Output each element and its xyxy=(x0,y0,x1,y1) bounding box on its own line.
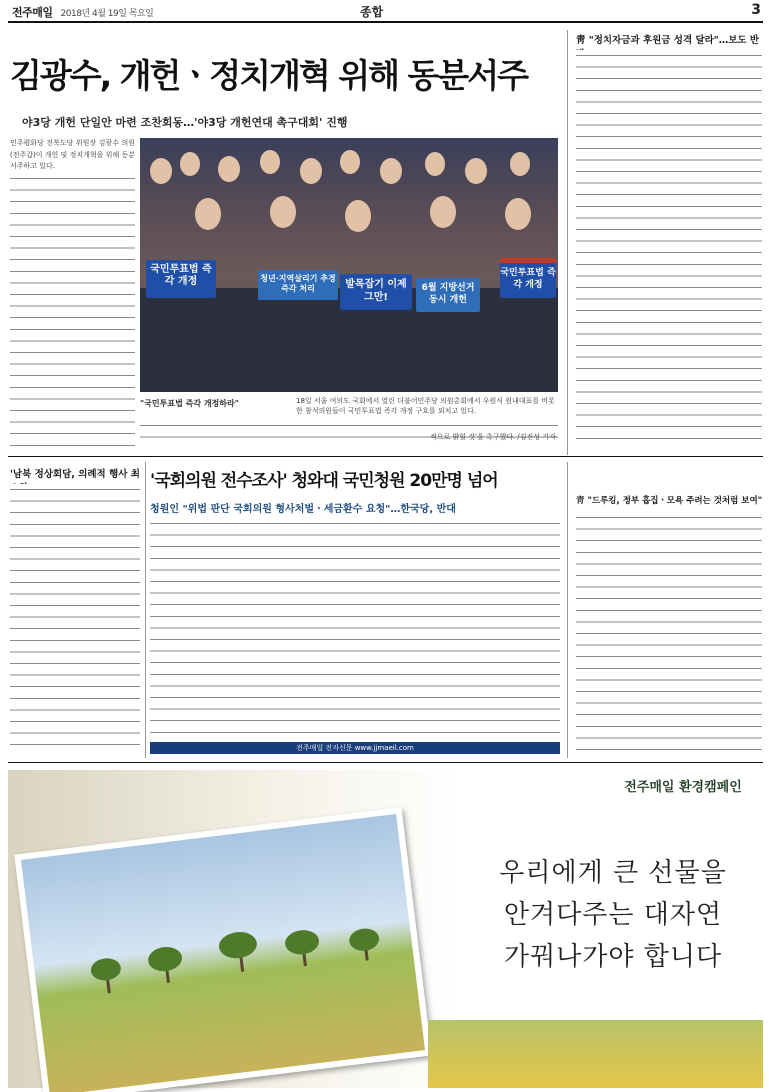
page-number: 3 xyxy=(751,2,761,18)
sign-center-left: 청년·지역살리기 추경 즉각 처리 xyxy=(258,270,338,300)
ad-line-2: 안겨다주는 대자연 xyxy=(503,900,723,930)
section-title: 종합 xyxy=(360,5,384,19)
main-story-lead: 민주평화당 전북도당 위원장 김광수 의원(전주갑)이 개헌 및 정치개혁을 위해 동분서주하고 있다. xyxy=(10,139,135,171)
column-divider-left xyxy=(145,462,146,758)
main-subhead: 야3당 개헌 단일안 마련 조찬회동…'야3당 개헌연대 촉구대회' 진행 xyxy=(22,116,348,129)
right-mid-body xyxy=(576,512,762,752)
sign-left: 국민투표법 즉각 개정 xyxy=(146,260,216,298)
ad-campaign-title: 전주매일 환경캠페인 xyxy=(624,780,742,795)
sign-center-right: 6월 지방선거 동시 개헌 xyxy=(416,278,480,312)
column-divider-top xyxy=(567,30,568,455)
center-mid-body xyxy=(150,518,560,740)
right-top-title: 靑 "정치자금과 후원금 성격 달라"…보도 반 xyxy=(576,35,760,46)
masthead-rule xyxy=(8,21,763,23)
center-mid-headline: '국회의원 전수조사' 청와대 국민청원 20만명 넘어 xyxy=(150,471,498,491)
right-mid-title: 靑 "드루킹, 정부 흡집ㆍ모욕 주려는 것처럼 보여" xyxy=(576,496,763,506)
tree-icon xyxy=(284,928,321,956)
column-divider-right xyxy=(567,462,568,758)
sign-right: 국민투표법 즉각 개정 xyxy=(500,258,556,298)
masthead-paper: 전주매일 2018년 4월 19일 목요일 xyxy=(12,6,154,19)
masthead-date: 2018년 4월 19일 목요일 xyxy=(60,9,154,19)
e-paper-banner: 전주매일 전자신문 www.jjmaeil.com xyxy=(150,742,560,754)
center-mid-subhead: 청원인 "위법 판단 국회의원 형사처벌ㆍ세금환수 요청"…한국당, 반대 xyxy=(150,504,456,515)
photo-caption: 18일 서울 여의도 국회에서 열린 더불어민주당 의원총회에서 우원식 원내대표를 비롯한 참석의원들이 국민투표법 즉각 개정 구호를 외치고 있다. xyxy=(296,397,555,415)
left-mid-title: '남북 정상회담, 의례적 행사 최 xyxy=(10,469,140,480)
left-mid-body xyxy=(10,484,140,750)
news-photo xyxy=(140,138,558,392)
ad-line-1: 우리에게 큰 선물을 xyxy=(499,858,727,888)
sign-center: 발목잡기 이제 그만! xyxy=(340,274,412,310)
environment-ad xyxy=(8,770,763,1088)
ad-line-3: 가꿔나가야 합니다 xyxy=(503,942,723,972)
ad-rule xyxy=(8,762,763,763)
landscape-postcard xyxy=(14,807,432,1092)
main-story-col1 xyxy=(10,138,135,450)
main-story-closing: 적으로 밝힐 것'을 촉구했다. /김진성 기자 xyxy=(430,433,556,441)
right-top-body xyxy=(576,50,762,443)
wheat-field-image xyxy=(428,1020,763,1088)
tree-icon xyxy=(147,945,184,973)
section-rule xyxy=(8,456,763,457)
tree-icon xyxy=(217,930,258,960)
tree-icon xyxy=(348,927,380,952)
photo-caption-title: "국민투표법 즉각 개정하라" xyxy=(140,399,239,408)
tree-icon xyxy=(90,957,122,982)
main-headline: 김광수, 개헌ㆍ정치개혁 위해 동분서주 xyxy=(10,56,528,95)
